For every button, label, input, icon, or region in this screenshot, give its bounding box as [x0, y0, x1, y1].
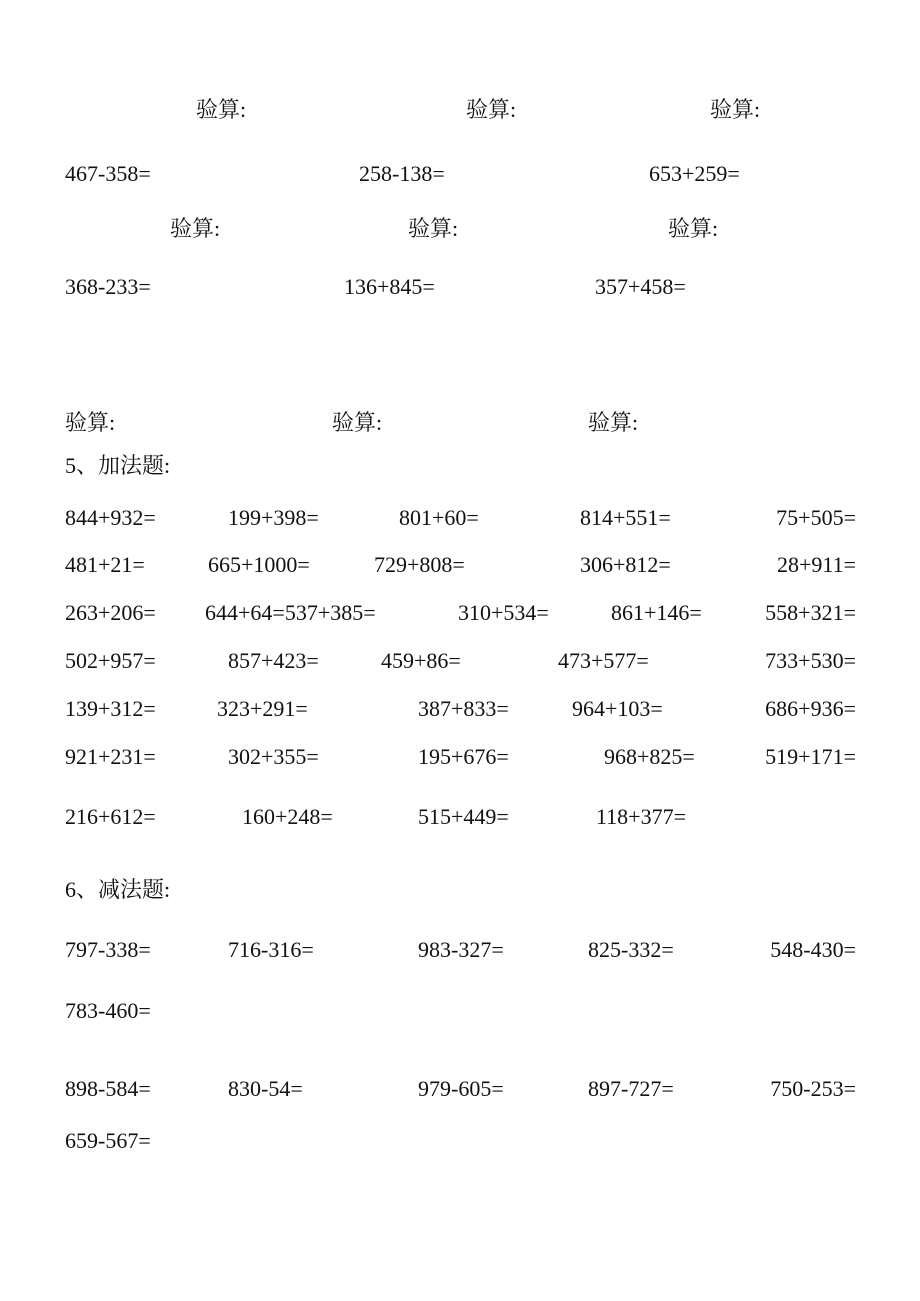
problem: 964+103=	[572, 696, 663, 721]
problem: 857+423=	[228, 648, 319, 673]
section-heading: 5、加法题:	[65, 453, 171, 478]
problem: 830-54=	[228, 1076, 303, 1101]
check-label: 验算:	[408, 216, 459, 241]
problem: 979-605=	[418, 1076, 504, 1101]
problem: 548-430=	[770, 937, 856, 962]
problem: 75+505=	[776, 505, 856, 530]
problem: 686+936=	[765, 696, 856, 721]
problem: 481+21=	[65, 552, 145, 577]
check-label: 验算:	[668, 216, 719, 241]
problem: 665+1000=	[208, 552, 310, 577]
problem: 983-327=	[418, 937, 504, 962]
problem: 898-584=	[65, 1076, 151, 1101]
problem: 306+812=	[580, 552, 671, 577]
section-heading: 6、减法题:	[65, 877, 171, 902]
check-label: 验算:	[332, 410, 383, 435]
problem: 814+551=	[580, 505, 671, 530]
check-label: 验算:	[170, 216, 221, 241]
check-label: 验算:	[196, 97, 247, 122]
problem: 136+845=	[344, 274, 435, 299]
problem: 118+377=	[596, 804, 686, 829]
problem: 310+534=	[458, 600, 549, 625]
problem: 968+825=	[604, 744, 695, 769]
problem: 783-460=	[65, 998, 151, 1023]
problem: 216+612=	[65, 804, 156, 829]
problem: 28+911=	[777, 552, 856, 577]
problem: 750-253=	[770, 1076, 856, 1101]
problem: 644+64=537+385=	[205, 600, 376, 625]
problem: 729+808=	[374, 552, 465, 577]
problem: 515+449=	[418, 804, 509, 829]
problem: 357+458=	[595, 274, 686, 299]
problem: 825-332=	[588, 937, 674, 962]
problem: 502+957=	[65, 648, 156, 673]
problem: 844+932=	[65, 505, 156, 530]
problem: 459+86=	[381, 648, 461, 673]
problem: 323+291=	[217, 696, 308, 721]
problem: 302+355=	[228, 744, 319, 769]
problem: 733+530=	[765, 648, 856, 673]
problem: 199+398=	[228, 505, 319, 530]
problem: 716-316=	[228, 937, 314, 962]
problem: 861+146=	[611, 600, 702, 625]
problem: 139+312=	[65, 696, 156, 721]
problem: 467-358=	[65, 161, 151, 186]
problem: 897-727=	[588, 1076, 674, 1101]
check-label: 验算:	[65, 410, 116, 435]
problem: 387+833=	[418, 696, 509, 721]
problem: 473+577=	[558, 648, 649, 673]
problem: 263+206=	[65, 600, 156, 625]
problem: 659-567=	[65, 1128, 151, 1153]
problem: 921+231=	[65, 744, 156, 769]
problem: 160+248=	[242, 804, 333, 829]
problem: 258-138=	[359, 161, 445, 186]
problem: 797-338=	[65, 937, 151, 962]
problem: 801+60=	[399, 505, 479, 530]
check-label: 验算:	[588, 410, 639, 435]
problem: 653+259=	[649, 161, 740, 186]
problem: 368-233=	[65, 274, 151, 299]
check-label: 验算:	[710, 97, 761, 122]
problem: 519+171=	[765, 744, 856, 769]
problem: 558+321=	[765, 600, 856, 625]
check-label: 验算:	[466, 97, 517, 122]
problem: 195+676=	[418, 744, 509, 769]
